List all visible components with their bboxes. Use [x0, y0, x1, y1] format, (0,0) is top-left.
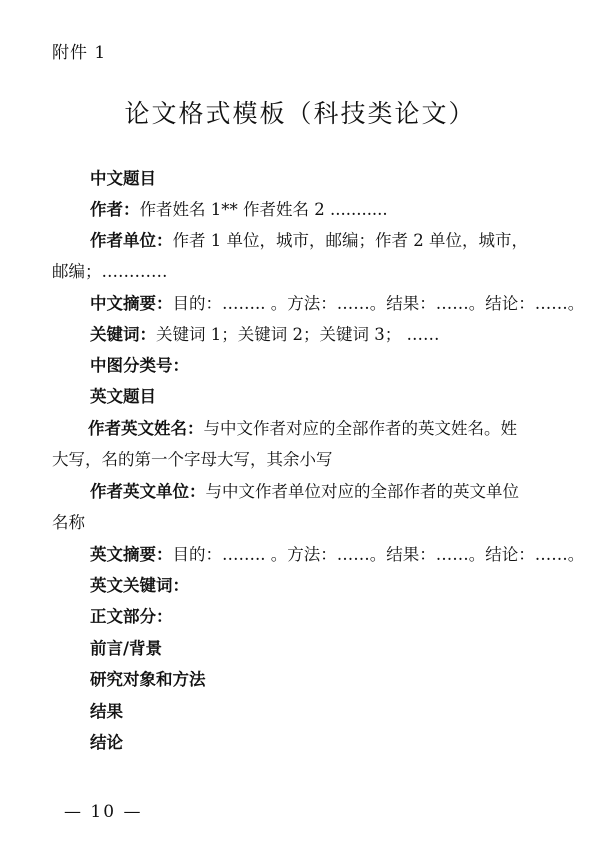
cn-abstract-label: 中文摘要：: [90, 294, 173, 313]
keywords-label: 关键词：: [90, 325, 156, 344]
en-name-label: 作者英文姓名：: [88, 419, 204, 438]
en-name-text: 与中文作者对应的全部作者的英文姓名。姓: [203, 419, 517, 438]
authors-text: 作者姓名 1** 作者姓名 2 ...........: [139, 200, 388, 219]
affiliation-line: [90, 230, 528, 252]
affiliation-label: 作者单位：: [90, 231, 173, 250]
results-line: [90, 701, 123, 723]
en-title-line: [90, 386, 156, 408]
affiliation-text-cont: 邮编；…………: [52, 262, 168, 281]
en-name-text-cont: 大写，名的第一个字母大写，其余小写: [52, 450, 333, 469]
en-keywords-line: [90, 575, 189, 597]
page-number: — 10 —: [64, 802, 143, 822]
en-affiliation-text-cont: 名称: [52, 513, 85, 532]
cn-title-label: 中文题目: [90, 169, 156, 188]
en-abstract-line: [90, 544, 584, 566]
affiliation-text: 作者 1 单位，城市，邮编；作者 2 单位，城市，: [172, 231, 528, 250]
en-affiliation-line: [90, 481, 519, 503]
body-part-line: [90, 606, 173, 628]
clc-label: 中图分类号：: [90, 356, 189, 375]
methods-label: 研究对象和方法: [90, 670, 206, 689]
authors-line: [90, 199, 388, 221]
en-affiliation-line-cont: [52, 512, 85, 534]
affiliation-line-cont: [52, 261, 168, 283]
body-part-label: 正文部分：: [90, 607, 173, 626]
clc-line: [90, 355, 189, 377]
results-label: 结果: [90, 702, 123, 721]
en-abstract-label: 英文摘要：: [90, 545, 173, 564]
cn-abstract-text: 目的：…….. 。方法：……。结果：……。结论：……。: [172, 294, 585, 313]
intro-label: 前言/背景: [90, 639, 163, 658]
en-title-label: 英文题目: [90, 387, 156, 406]
attachment-label: 附件 1: [52, 43, 107, 63]
en-affiliation-text: 与中文作者单位对应的全部作者的英文单位: [205, 482, 519, 501]
keywords-line: [90, 324, 439, 346]
keywords-text: 关键词 1；关键词 2；关键词 3； ……: [156, 325, 440, 344]
conclusion-line: [90, 732, 123, 754]
en-name-line-cont: [52, 449, 333, 471]
en-keywords-label: 英文关键词：: [90, 576, 189, 595]
methods-line: [90, 669, 206, 691]
en-affiliation-label: 作者英文单位：: [90, 482, 206, 501]
cn-abstract-line: [90, 293, 584, 315]
en-abstract-text: 目的：…….. 。方法：……。结果：……。结论：……。: [172, 545, 585, 564]
conclusion-label: 结论: [90, 733, 123, 752]
en-name-line: [88, 418, 517, 440]
authors-label: 作者：: [90, 200, 140, 219]
cn-title-line: [90, 168, 156, 190]
intro-line: [90, 638, 162, 660]
page-title: 论文格式模板（科技类论文）: [124, 99, 476, 128]
